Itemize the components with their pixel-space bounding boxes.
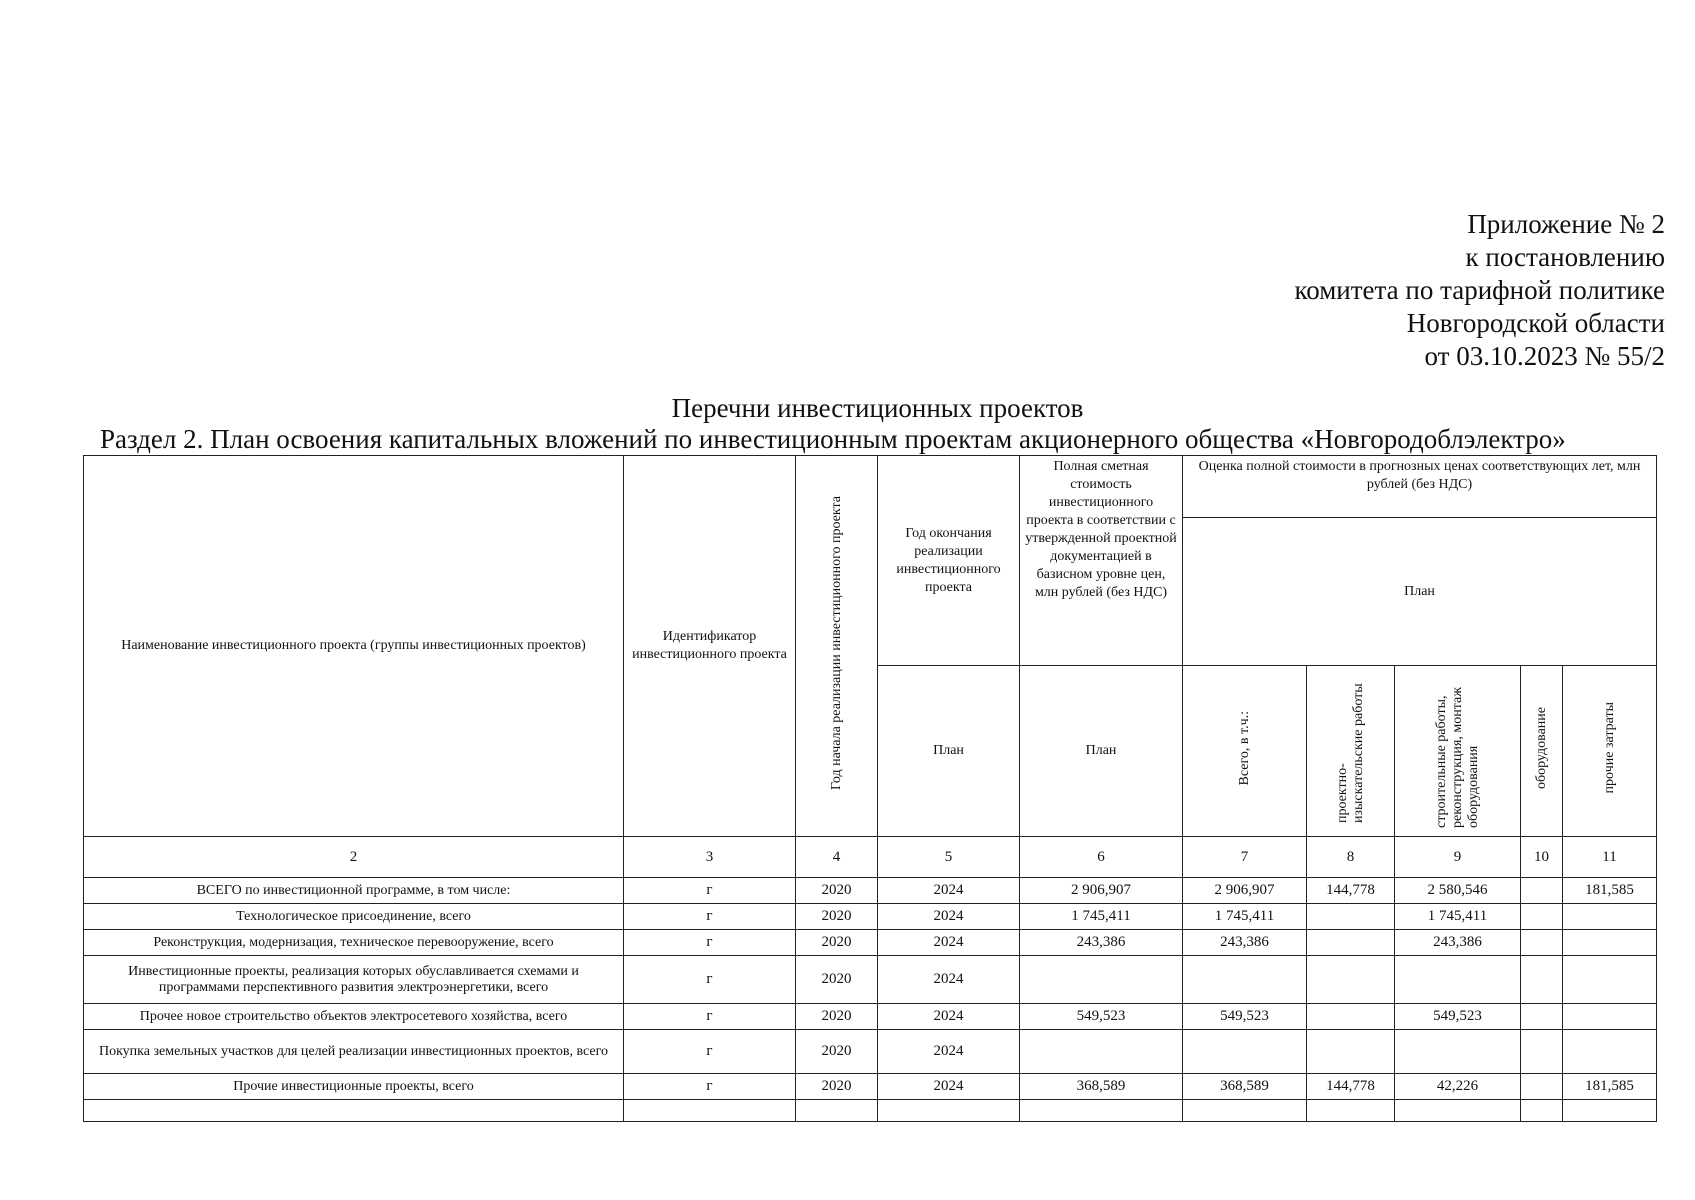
table-row	[84, 956, 1657, 1004]
row-name: Инвестиционные проекты, реализация которых обуславливается схемами и программами перспективного развития электроэнергетики, всего	[84, 956, 624, 1004]
empty-cell	[624, 1100, 796, 1122]
row-start: 2020	[796, 1030, 878, 1074]
row-construction: 1 745,411	[1395, 904, 1521, 930]
row-cost: 2 906,907	[1020, 878, 1183, 904]
header-total	[1183, 666, 1307, 837]
row-total: 549,523	[1183, 1004, 1307, 1030]
row-start: 2020	[796, 878, 878, 904]
row-other: 181,585	[1563, 878, 1657, 904]
column-numbers-row	[84, 837, 1657, 878]
row-construction	[1395, 1030, 1521, 1074]
row-equipment	[1521, 1074, 1563, 1100]
empty-cell	[1563, 1100, 1657, 1122]
row-name: ВСЕГО по инвестиционной программе, в том числе:	[84, 878, 624, 904]
column-number: 5	[878, 837, 1020, 878]
row-design	[1307, 956, 1395, 1004]
row-cost: 243,386	[1020, 930, 1183, 956]
header-other	[1563, 666, 1657, 837]
header-plan-end: План	[878, 666, 1020, 837]
row-design	[1307, 1004, 1395, 1030]
row-id: г	[624, 878, 796, 904]
appendix-line: Новгородской области	[1406, 308, 1665, 338]
column-number: 11	[1563, 837, 1657, 878]
table-row	[84, 1030, 1657, 1074]
row-equipment	[1521, 956, 1563, 1004]
row-start: 2020	[796, 1074, 878, 1100]
header-plan-cost: План	[1020, 666, 1183, 837]
appendix-line: комитета по тарифной политике	[1294, 275, 1665, 305]
row-cost	[1020, 956, 1183, 1004]
row-construction: 2 580,546	[1395, 878, 1521, 904]
row-cost	[1020, 1030, 1183, 1074]
row-total: 243,386	[1183, 930, 1307, 956]
row-cost: 1 745,411	[1020, 904, 1183, 930]
column-number: 3	[624, 837, 796, 878]
row-id: г	[624, 956, 796, 1004]
row-equipment	[1521, 878, 1563, 904]
row-construction: 42,226	[1395, 1074, 1521, 1100]
empty-cell	[878, 1100, 1020, 1122]
row-design	[1307, 904, 1395, 930]
row-name: Технологическое присоединение, всего	[84, 904, 624, 930]
row-design: 144,778	[1307, 878, 1395, 904]
row-name: Прочие инвестиционные проекты, всего	[84, 1074, 624, 1100]
row-id: г	[624, 1004, 796, 1030]
column-number: 2	[84, 837, 624, 878]
header-start-year	[796, 456, 878, 837]
row-total: 2 906,907	[1183, 878, 1307, 904]
row-equipment	[1521, 1030, 1563, 1074]
row-equipment	[1521, 904, 1563, 930]
row-equipment	[1521, 1004, 1563, 1030]
table-row	[84, 930, 1657, 956]
row-start: 2020	[796, 904, 878, 930]
empty-cell	[1183, 1100, 1307, 1122]
row-other	[1563, 1030, 1657, 1074]
investment-table	[83, 455, 1657, 1122]
empty-cell	[1307, 1100, 1395, 1122]
row-id: г	[624, 1074, 796, 1100]
appendix-line: от 03.10.2023 № 55/2	[1424, 341, 1665, 371]
header-construction-text: строительные работы, реконструкция, монтаж оборудования	[1433, 687, 1481, 828]
column-number: 10	[1521, 837, 1563, 878]
list-title: Перечни инвестиционных проектов	[671, 393, 1084, 423]
row-design: 144,778	[1307, 1074, 1395, 1100]
row-end: 2024	[878, 930, 1020, 956]
header-total-text: Всего, в т.ч.:	[1236, 710, 1252, 786]
table-row	[84, 878, 1657, 904]
column-number: 7	[1183, 837, 1307, 878]
header-full-cost: Полная сметная стоимость инвестиционного проекта в соответствии с утвержденной проектной документацией в базисном уровне цен, млн рублей (без НДС)	[1020, 456, 1183, 666]
appendix-block	[1294, 208, 1665, 373]
row-name: Покупка земельных участков для целей реализации инвестиционных проектов, всего	[84, 1030, 624, 1074]
header-start-year-text: Год начала реализации инвестиционного проекта	[828, 496, 844, 790]
row-cost: 549,523	[1020, 1004, 1183, 1030]
header-design-text: проектно-изыскательские работы	[1334, 683, 1366, 823]
row-design	[1307, 1030, 1395, 1074]
table-row	[84, 1004, 1657, 1030]
row-start: 2020	[796, 930, 878, 956]
row-construction	[1395, 956, 1521, 1004]
header-identifier: Идентификатор инвестиционного проекта	[624, 456, 796, 837]
table-row	[84, 904, 1657, 930]
row-id: г	[624, 904, 796, 930]
row-cost: 368,589	[1020, 1074, 1183, 1100]
row-name: Реконструкция, модернизация, техническое перевооружение, всего	[84, 930, 624, 956]
appendix-line: к постановлению	[1465, 242, 1665, 272]
row-total: 1 745,411	[1183, 904, 1307, 930]
row-other	[1563, 956, 1657, 1004]
column-number: 9	[1395, 837, 1521, 878]
header-estimate: Оценка полной стоимости в прогнозных ценах соответствующих лет, млн рублей (без НДС)	[1183, 456, 1657, 518]
column-number: 6	[1020, 837, 1183, 878]
row-total	[1183, 956, 1307, 1004]
empty-cell	[1521, 1100, 1563, 1122]
empty-row	[84, 1100, 1657, 1122]
section-title: Раздел 2. План освоения капитальных вложений по инвестиционным проектам акционерного общества «Новгородоблэлектро»	[100, 424, 1566, 454]
row-id: г	[624, 930, 796, 956]
header-construction	[1395, 666, 1521, 837]
row-end: 2024	[878, 956, 1020, 1004]
row-total: 368,589	[1183, 1074, 1307, 1100]
table-row	[84, 1074, 1657, 1100]
row-end: 2024	[878, 1074, 1020, 1100]
row-name: Прочее новое строительство объектов электросетевого хозяйства, всего	[84, 1004, 624, 1030]
row-start: 2020	[796, 956, 878, 1004]
row-start: 2020	[796, 1004, 878, 1030]
row-equipment	[1521, 930, 1563, 956]
row-other	[1563, 930, 1657, 956]
row-other	[1563, 1004, 1657, 1030]
header-name: Наименование инвестиционного проекта (группы инвестиционных проектов)	[84, 456, 624, 837]
row-construction: 243,386	[1395, 930, 1521, 956]
row-end: 2024	[878, 1004, 1020, 1030]
row-other: 181,585	[1563, 1074, 1657, 1100]
empty-cell	[796, 1100, 878, 1122]
header-equipment-text: оборудование	[1533, 706, 1549, 790]
row-construction: 549,523	[1395, 1004, 1521, 1030]
empty-cell	[84, 1100, 624, 1122]
header-other-text: прочие затраты	[1601, 702, 1617, 794]
column-number: 8	[1307, 837, 1395, 878]
column-number: 4	[796, 837, 878, 878]
header-design	[1307, 666, 1395, 837]
header-plan: План	[1183, 518, 1657, 666]
row-end: 2024	[878, 1030, 1020, 1074]
header-equipment	[1521, 666, 1563, 837]
header-end-year: Год окончания реализации инвестиционного проекта	[878, 456, 1020, 666]
empty-cell	[1395, 1100, 1521, 1122]
row-total	[1183, 1030, 1307, 1074]
appendix-line: Приложение № 2	[1467, 209, 1665, 239]
row-end: 2024	[878, 904, 1020, 930]
empty-cell	[1020, 1100, 1183, 1122]
row-design	[1307, 930, 1395, 956]
row-id: г	[624, 1030, 796, 1074]
row-end: 2024	[878, 878, 1020, 904]
row-other	[1563, 904, 1657, 930]
